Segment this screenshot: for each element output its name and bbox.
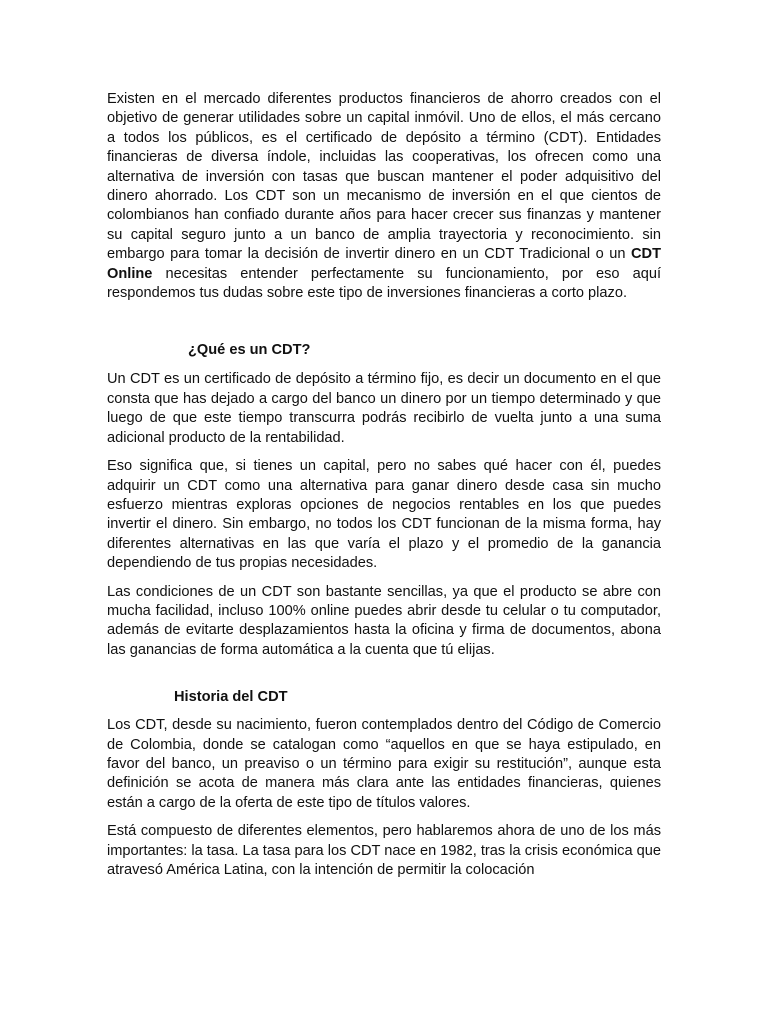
section1-paragraph-1: Un CDT es un certificado de depósito a término fijo, es decir un documento en el que consta que has dejado a cargo del banco un dinero por un tiempo determinado y que luego de que este tiempo transcurra podrás recibirlo de vuelta junto a una suma adicional producto de la rentabilidad. — [107, 371, 661, 446]
section2-paragraph-1: Los CDT, desde su nacimiento, fueron contemplados dentro del Código de Comercio de Colombia, donde se catalogan como “aquellos en que se haya estipulado, en favor del banco, un preaviso o un término para exigir su restitución”, aunque esta definición se acota de manera más clara ante las entidades financieras, quienes están a cargo de la oferta de este tipo de títulos valores. — [107, 717, 661, 811]
spacer — [107, 448, 661, 457]
spacer — [107, 303, 661, 341]
intro-text-part2: necesitas entender perfectamente su funcionamiento, por eso aquí respondemos tus dudas sobre este tipo de inversiones financieras a corto plazo. — [107, 265, 661, 302]
section1-paragraph-2: Eso significa que, si tienes un capital, pero no sabes qué hacer con él, puedes adquirir un CDT como una alternativa para ganar dinero desde casa sin mucho esfuerzo mientras exploras opciones de negocios rentables en los que puedes invertir el dinero. Sin embargo, no todos los CDT funcionan de la misma forma, hay diferentes alternativas en las que varía el plazo y el promedio de la ganancia dependiendo de tus propias necesidades. — [107, 458, 661, 572]
cdt-online-term: CDT Online — [107, 246, 661, 282]
spacer — [107, 813, 661, 822]
section-heading-que-es: ¿Qué es un CDT? — [188, 342, 311, 359]
section2-paragraph-2: Está compuesto de diferentes elementos, pero hablaremos ahora de uno de los más importantes: la tasa. La tasa para los CDT nace en 1982, tras la crisis económica que atravesó América Latina, con la intención de permitir la colocación — [107, 823, 661, 878]
intro-text-part1: Existen en el mercado diferentes productos financieros de ahorro creados con el objetivo de generar utilidades sobre un capital inmóvil. Uno de ellos, el más cercano a todos los públicos, es el certificado de depósito a término (CDT). Entidades financieras de diversa índole, incluidas las cooperativas, los ofrecen como una alternativa de inversión con tasas que buscan mantener el poder adquisitivo del dinero ahorrado. Los CDT son un mecanismo de inversión en el que cientos de colombianos han confiado durante años para hacer crecer sus finanzas y mantener su capital seguro junto a un banco de amplia trayectoria y reconocimiento. sin embargo para tomar la decisión de invertir dinero en un CDT Tradicional o un — [107, 91, 661, 263]
spacer — [107, 574, 661, 583]
intro-paragraph — [107, 90, 661, 303]
spacer — [107, 660, 661, 688]
section1-paragraph-3: Las condiciones de un CDT son bastante sencillas, ya que el producto se abre con mucha facilidad, incluso 100% online puedes abrir desde tu celular o tu computador, además de evitarte desplazamientos hasta la oficina y firma de documentos, abona las ganancias de forma automática a la cuenta que tú elijas. — [107, 583, 661, 658]
document-page — [107, 90, 661, 880]
section-heading-historia: Historia del CDT — [174, 689, 288, 706]
